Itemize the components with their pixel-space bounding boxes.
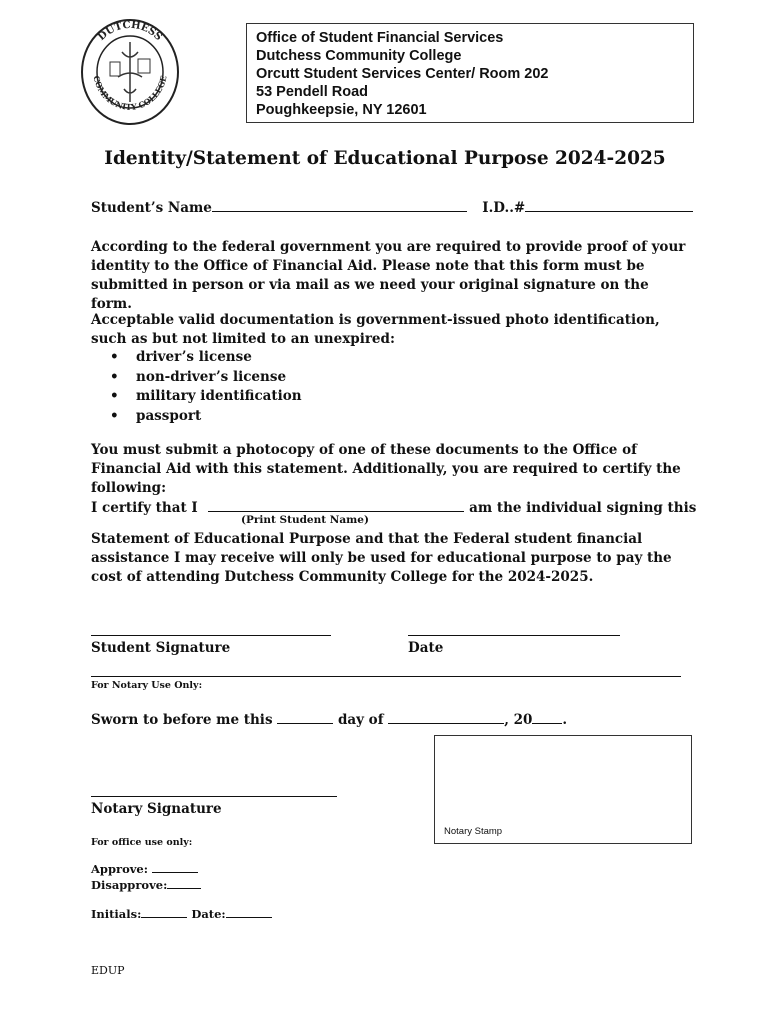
notary-signature-line[interactable] — [91, 796, 337, 797]
sworn-row — [91, 708, 567, 730]
address-line: 53 Pendell Road — [256, 84, 369, 100]
address-line: Office of Student Financial Services — [256, 30, 504, 46]
certify-prefix: I certify that I — [91, 500, 198, 516]
paragraph-acceptable-documents: Acceptable valid documentation is government-issued photo identification, such as but not limited to an unexpired: — [91, 312, 660, 347]
sworn-month-field[interactable] — [388, 708, 504, 724]
student-name-field[interactable] — [212, 196, 467, 212]
disapprove-row — [91, 876, 201, 892]
initials-date-field[interactable] — [226, 905, 272, 918]
office-address-box — [246, 23, 694, 123]
disapprove-field[interactable] — [167, 876, 201, 889]
list-item: • passport — [110, 407, 202, 424]
paragraph-photocopy: You must submit a photocopy of one of these documents to the Office of Financial Aid with this statement. Additionally, you are required to certify the following: — [91, 442, 681, 496]
address-line: Dutchess Community College — [256, 48, 462, 64]
date-line[interactable] — [408, 635, 620, 636]
notary-divider — [91, 676, 681, 677]
approve-row — [91, 860, 198, 876]
address-line: Poughkeepsie, NY 12601 — [256, 102, 427, 118]
sworn-day-field[interactable] — [277, 708, 333, 724]
student-signature-label: Student Signature — [91, 640, 231, 656]
notary-use-label: For Notary Use Only: — [91, 680, 203, 691]
college-seal — [80, 17, 180, 127]
print-student-name-field[interactable] — [208, 496, 464, 512]
seal-text-bottom: COMMUNITY COLLEGE — [91, 74, 169, 112]
notary-signature-label: Notary Signature — [91, 801, 222, 817]
document-list — [110, 348, 302, 426]
paragraph-certification: Statement of Educational Purpose and that the Federal student financial assistance I may receive will only be used for educational purpose to pay the cost of attending Dutchess Community College for the 2024-2025. — [91, 531, 672, 585]
id-field[interactable] — [525, 196, 693, 212]
id-label: I.D..# — [482, 200, 526, 216]
paragraph-identity-requirement: According to the federal government you are required to provide proof of your identity to the Office of Financial Aid. Please note that this form must be submitted in person or via mail as we need your original signature on the form. — [91, 239, 686, 312]
sworn-period: . — [562, 712, 568, 728]
sworn-day-of: day of — [337, 712, 384, 728]
seal-text-top: DUTCHESS — [96, 19, 164, 44]
list-item: • military identification — [110, 388, 302, 404]
approve-field[interactable] — [152, 860, 198, 873]
student-name-label: Student’s Name — [91, 200, 212, 216]
certify-suffix: am the individual signing this — [469, 500, 697, 516]
initials-row — [91, 905, 272, 921]
sworn-year-field[interactable] — [532, 708, 562, 724]
list-item: • non-driver’s license — [110, 368, 287, 385]
student-name-row — [91, 196, 693, 218]
sworn-prefix: Sworn to before me this — [91, 712, 273, 728]
notary-stamp-label: Notary Stamp — [444, 826, 503, 837]
print-name-caption: (Print Student Name) — [241, 514, 369, 526]
initials-date-label: Date: — [191, 907, 226, 921]
sworn-year-prefix: , 20 — [504, 712, 533, 728]
date-label: Date — [408, 640, 444, 656]
student-signature-line[interactable] — [91, 635, 331, 636]
disapprove-label: Disapprove: — [91, 878, 168, 892]
form-title: Identity/Statement of Educational Purpose 2024-2025 — [104, 148, 666, 169]
certify-row — [91, 496, 696, 518]
initials-field[interactable] — [141, 905, 187, 918]
address-line: Orcutt Student Services Center/ Room 202 — [256, 66, 549, 82]
approve-label: Approve: — [91, 862, 148, 876]
footer-form-code: EDUP — [91, 964, 125, 977]
office-use-label: For office use only: — [91, 837, 193, 848]
svg-text:DUTCHESS — [96, 20, 164, 43]
initials-label: Initials: — [91, 907, 142, 921]
list-item: • driver’s license — [110, 349, 252, 365]
